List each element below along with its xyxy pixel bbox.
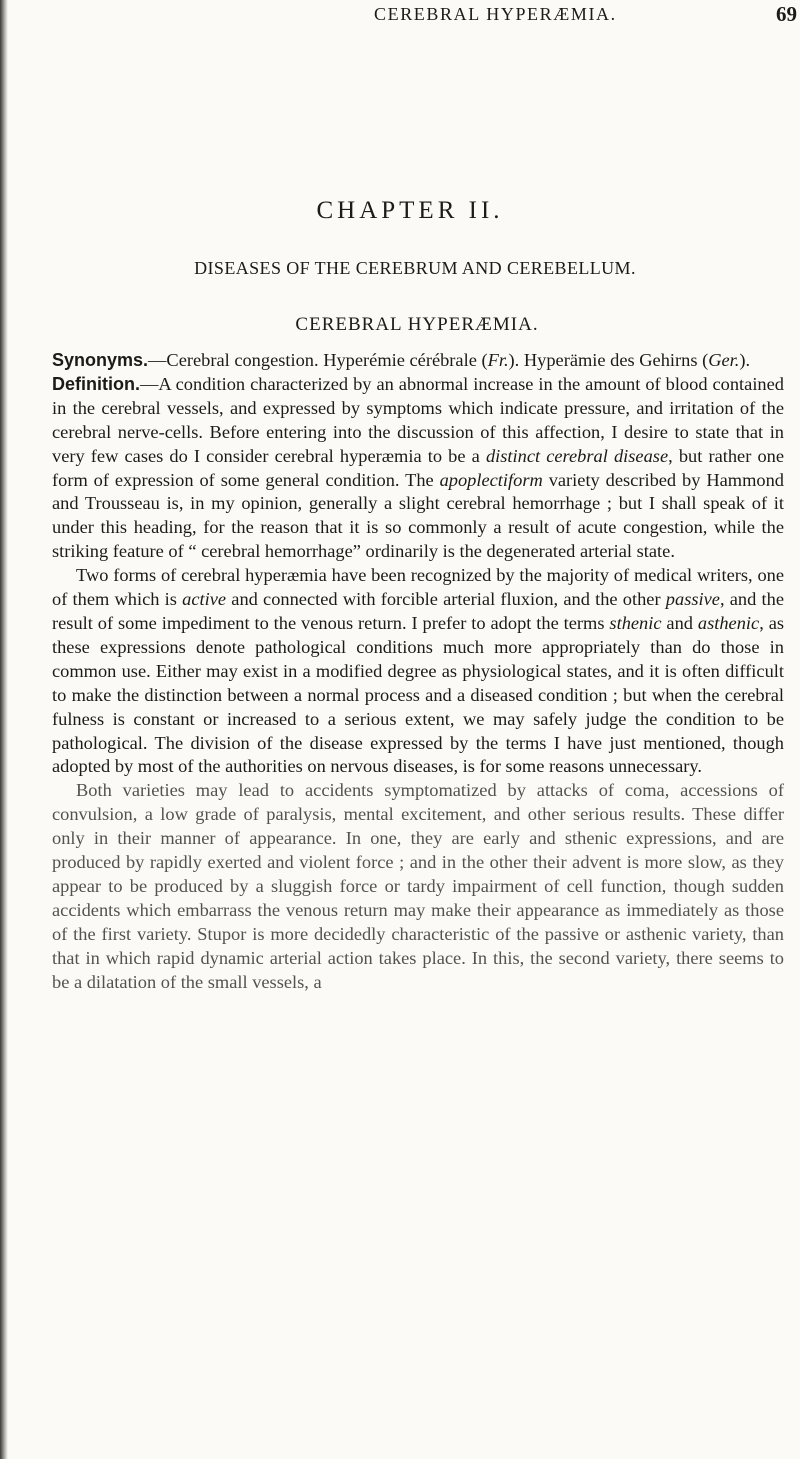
forms-text-3: , and the result of some impediment to the venous return. I prefer to adopt the terms	[52, 589, 784, 633]
synonyms-text-2: ). Hyperämie des Gehirns (	[508, 350, 709, 370]
definition-apoplectiform: apoplectiform	[439, 469, 543, 490]
definition-distinct: distinct cerebral disease	[485, 445, 669, 466]
definition-label: Definition.	[52, 373, 140, 394]
subsection-title: CEREBRAL HYPERÆMIA.	[295, 314, 539, 335]
definition-text-3: variety described by Hammond and Trousseau is, in my opinion, generally a slight cerebral hemorrhage ; but I shall speak of it under this heading, for the reason that it is so commonly a result of acute congestion, while the striking feature of “ cerebral hemorrhage” ordinarily is the degenerated arterial state.	[52, 469, 784, 562]
synonyms-label: Synonyms.	[52, 350, 149, 370]
forms-asthenic: asthenic	[697, 612, 760, 633]
varieties-paragraph: Both varieties may lead to accidents symptomatized by attacks of coma, accessions of convulsion, a low grade of paralysis, mental excitement, and other serious results. These differ only in their manner of appearance. In one, they are early and sthenic expressions, and are produced by rapidly exerted and violent force ; and in the other their advent is more slow, as they appear to be produced by a sluggish force or tardy impairment of cell function, though sudden accidents which embarrass the venous return may make their appearance as immediately as those of the first variety. Stupor is more decidedly characteristic of the passive or asthenic variety, than that in which rapid dynamic arterial action takes place. In this, the second variety, there seems to be a dilatation of the small vessels, a	[52, 780, 784, 992]
forms-text: Two forms of cerebral hyperæmia have been recognized by the majority of medical writers, one of them which is	[52, 565, 784, 610]
body-text	[52, 349, 784, 994]
forms-sthenic: sthenic	[609, 612, 662, 633]
forms-passive: passive	[665, 589, 720, 610]
forms-active: active	[182, 589, 227, 610]
forms-text-4: and	[661, 612, 698, 633]
synonyms-ger: Ger.	[708, 350, 740, 370]
running-head: CEREBRAL HYPERÆMIA.	[374, 4, 617, 24]
synonyms-fr: Fr.	[487, 350, 509, 370]
synonyms-paragraph	[52, 349, 784, 373]
definition-text-2: , but rather one form of expression of some general condition. The	[52, 445, 785, 490]
page-number: 69	[776, 2, 797, 26]
synonyms-text: —Cerebral congestion. Hyperémie cérébrale (	[148, 350, 488, 370]
forms-text-2: and connected with forcible arterial fluxion, and the other	[226, 589, 666, 610]
forms-paragraph	[52, 564, 784, 779]
forms-text-5: , as these expressions denote pathological conditions much more appropriately than do those in common use. Either may exist in a modified degree as physiological states, and it is often difficult to make the distinction between a normal process and a diseased condition ; but when the cerebral fulness is constant or increased to a serious extent, we may safely judge the condition to be pathological. The division of the disease expressed by the terms I have just mentioned, though adopted by most of the authorities on nervous diseases, is for some reasons unnecessary.	[52, 612, 785, 777]
definition-paragraph	[52, 373, 784, 564]
synonyms-text-3: ).	[739, 350, 751, 370]
section-title: DISEASES OF THE CEREBRUM AND CEREBELLUM.	[194, 258, 636, 278]
definition-text: —A condition characterized by an abnormal increase in the amount of blood contained in the cerebral vessels, and expressed by symptoms which indicate pressure, and irritation of the cerebral nerve-cells. Before entering into the discussion of this affection, I desire to state that in very few cases do I consider cerebral hyperæmia to be a	[52, 373, 784, 466]
chapter-title: CHAPTER II.	[316, 197, 504, 224]
